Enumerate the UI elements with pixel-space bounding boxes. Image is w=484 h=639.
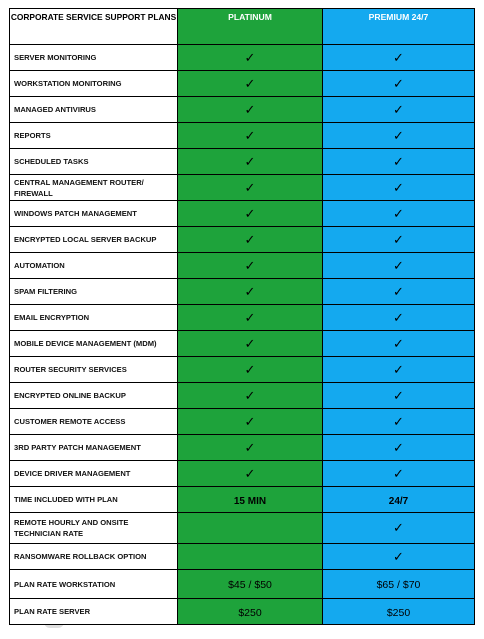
table-row: [10, 461, 475, 487]
platinum-cell: [178, 201, 323, 227]
table-row: [10, 201, 475, 227]
premium-cell: [323, 461, 475, 487]
table-row: [10, 513, 475, 544]
premium-cell: [323, 305, 475, 331]
checkmark-icon: ✓: [244, 310, 256, 326]
checkmark-icon: ✓: [393, 521, 404, 536]
platinum-column-header: PLATINUM: [178, 9, 323, 45]
premium-column-header: PREMIUM 24/7: [323, 9, 475, 45]
feature-label: 3RD PARTY PATCH MANAGEMENT: [10, 435, 178, 461]
platinum-cell: [178, 149, 323, 175]
platinum-cell: [178, 305, 323, 331]
checkmark-icon: ✓: [393, 549, 404, 565]
checkmark-icon: ✓: [393, 180, 404, 196]
feature-label: SPAM FILTERING: [10, 279, 178, 305]
checkmark-icon: ✓: [393, 388, 404, 404]
table-row: [10, 435, 475, 461]
checkmark-icon: ✓: [244, 336, 256, 352]
premium-cell: [323, 383, 475, 409]
platinum-cell: [178, 45, 323, 71]
platinum-cell: [178, 227, 323, 253]
feature-label: ROUTER SECURITY SERVICES: [10, 357, 178, 383]
checkmark-icon: ✓: [244, 154, 256, 170]
feature-label: TIME INCLUDED WITH PLAN: [10, 487, 178, 513]
premium-cell: [323, 201, 475, 227]
checkmark-icon: ✓: [393, 310, 404, 326]
checkmark-icon: ✓: [244, 258, 256, 274]
feature-label: PLAN RATE SERVER: [10, 599, 178, 625]
table-row: [10, 149, 475, 175]
checkmark-icon: ✓: [393, 154, 404, 170]
premium-cell: [323, 123, 475, 149]
premium-price: $250: [386, 606, 411, 619]
platinum-cell: [178, 513, 323, 544]
platinum-cell: [178, 279, 323, 305]
feature-label: AUTOMATION: [10, 253, 178, 279]
checkmark-icon: ✓: [244, 388, 256, 404]
platinum-cell: [178, 570, 323, 599]
checkmark-icon: ✓: [393, 50, 404, 66]
checkmark-icon: ✓: [244, 102, 256, 118]
checkmark-icon: ✓: [244, 466, 256, 482]
table-row: [10, 97, 475, 123]
table-row: [10, 331, 475, 357]
checkmark-icon: ✓: [393, 440, 404, 456]
platinum-cell: [178, 487, 323, 513]
feature-label: RANSOMWARE ROLLBACK OPTION: [10, 544, 178, 570]
platinum-cell: [178, 409, 323, 435]
checkmark-icon: ✓: [244, 206, 256, 222]
feature-label: WINDOWS PATCH MANAGEMENT: [10, 201, 178, 227]
feature-label: ENCRYPTED LOCAL SERVER BACKUP: [10, 227, 178, 253]
premium-cell: [323, 435, 475, 461]
checkmark-icon: ✓: [393, 102, 404, 118]
premium-cell: [323, 253, 475, 279]
checkmark-icon: ✓: [393, 232, 404, 248]
checkmark-icon: ✓: [244, 76, 256, 92]
feature-label: WORKSTATION MONITORING: [10, 71, 178, 97]
premium-cell: [323, 331, 475, 357]
table-row: [10, 544, 475, 570]
premium-cell: [323, 45, 475, 71]
premium-cell: [323, 487, 475, 513]
platinum-price: $250: [238, 606, 262, 619]
feature-label: MOBILE DEVICE MANAGEMENT (MDM): [10, 331, 178, 357]
feature-label: PLAN RATE WORKSTATION: [10, 570, 178, 599]
table-row: [10, 409, 475, 435]
platinum-cell: [178, 435, 323, 461]
feature-label: REPORTS: [10, 123, 178, 149]
feature-label: EMAIL ENCRYPTION: [10, 305, 178, 331]
table-row: [10, 253, 475, 279]
platinum-cell: [178, 357, 323, 383]
checkmark-icon: ✓: [393, 362, 404, 378]
checkmark-icon: ✓: [244, 362, 256, 378]
table-row: [10, 123, 475, 149]
premium-cell: [323, 97, 475, 123]
platinum-cell: [178, 599, 323, 625]
checkmark-icon: ✓: [244, 440, 256, 456]
table-row: [10, 71, 475, 97]
checkmark-icon: ✓: [244, 128, 256, 144]
table-row: [10, 279, 475, 305]
checkmark-icon: ✓: [244, 284, 256, 300]
premium-price: $65 / $70: [376, 579, 421, 591]
table-row: [10, 570, 475, 599]
premium-cell: [323, 149, 475, 175]
platinum-cell: [178, 331, 323, 357]
table-row: [10, 227, 475, 253]
premium-cell: [323, 599, 475, 625]
feature-label: CUSTOMER REMOTE ACCESS: [10, 409, 178, 435]
platinum-cell: [178, 383, 323, 409]
platinum-cell: [178, 175, 323, 201]
premium-cell: [323, 357, 475, 383]
checkmark-icon: ✓: [244, 50, 256, 66]
premium-cell: [323, 570, 475, 599]
table-row: [10, 45, 475, 71]
platinum-cell: [178, 97, 323, 123]
premium-cell: [323, 513, 475, 544]
checkmark-icon: ✓: [244, 232, 256, 248]
table-row: [10, 357, 475, 383]
feature-label: DEVICE DRIVER MANAGEMENT: [10, 461, 178, 487]
checkmark-icon: ✓: [393, 206, 404, 222]
checkmark-icon: ✓: [393, 258, 404, 274]
premium-cell: [323, 279, 475, 305]
table-row: [10, 305, 475, 331]
checkmark-icon: ✓: [244, 180, 256, 196]
feature-label: REMOTE HOURLY AND ONSITE TECHNICIAN RATE: [10, 513, 178, 544]
feature-label: SCHEDULED TASKS: [10, 149, 178, 175]
premium-cell: [323, 409, 475, 435]
table-row: [10, 175, 475, 201]
checkmark-icon: ✓: [393, 76, 404, 92]
checkmark-icon: ✓: [393, 414, 404, 430]
premium-value: 24/7: [388, 495, 409, 507]
feature-label: SERVER MONITORING: [10, 45, 178, 71]
feature-label: MANAGED ANTIVIRUS: [10, 97, 178, 123]
feature-column-header: CORPORATE SERVICE SUPPORT PLANS: [10, 9, 178, 45]
checkmark-icon: ✓: [393, 128, 404, 144]
premium-cell: [323, 71, 475, 97]
feature-label: ENCRYPTED ONLINE BACKUP: [10, 383, 178, 409]
platinum-value: 15 MIN: [233, 495, 267, 507]
platinum-price: $45 / $50: [228, 579, 272, 591]
premium-cell: [323, 227, 475, 253]
table-row: [10, 383, 475, 409]
table-row: [10, 599, 475, 625]
table-header-row: [10, 9, 475, 45]
checkmark-icon: ✓: [393, 466, 404, 482]
premium-cell: [323, 544, 475, 570]
platinum-cell: [178, 461, 323, 487]
table-row: [10, 487, 475, 513]
feature-label: CENTRAL MANAGEMENT ROUTER/ FIREWALL: [10, 175, 178, 201]
checkmark-icon: ✓: [393, 336, 404, 352]
checkmark-icon: ✓: [244, 414, 256, 430]
premium-cell: [323, 175, 475, 201]
service-plans-table: [9, 8, 475, 625]
plans-sheet: [9, 8, 474, 631]
platinum-cell: [178, 544, 323, 570]
platinum-cell: [178, 71, 323, 97]
checkmark-icon: ✓: [393, 284, 404, 300]
plans-table-body: [10, 45, 475, 625]
platinum-cell: [178, 123, 323, 149]
platinum-cell: [178, 253, 323, 279]
